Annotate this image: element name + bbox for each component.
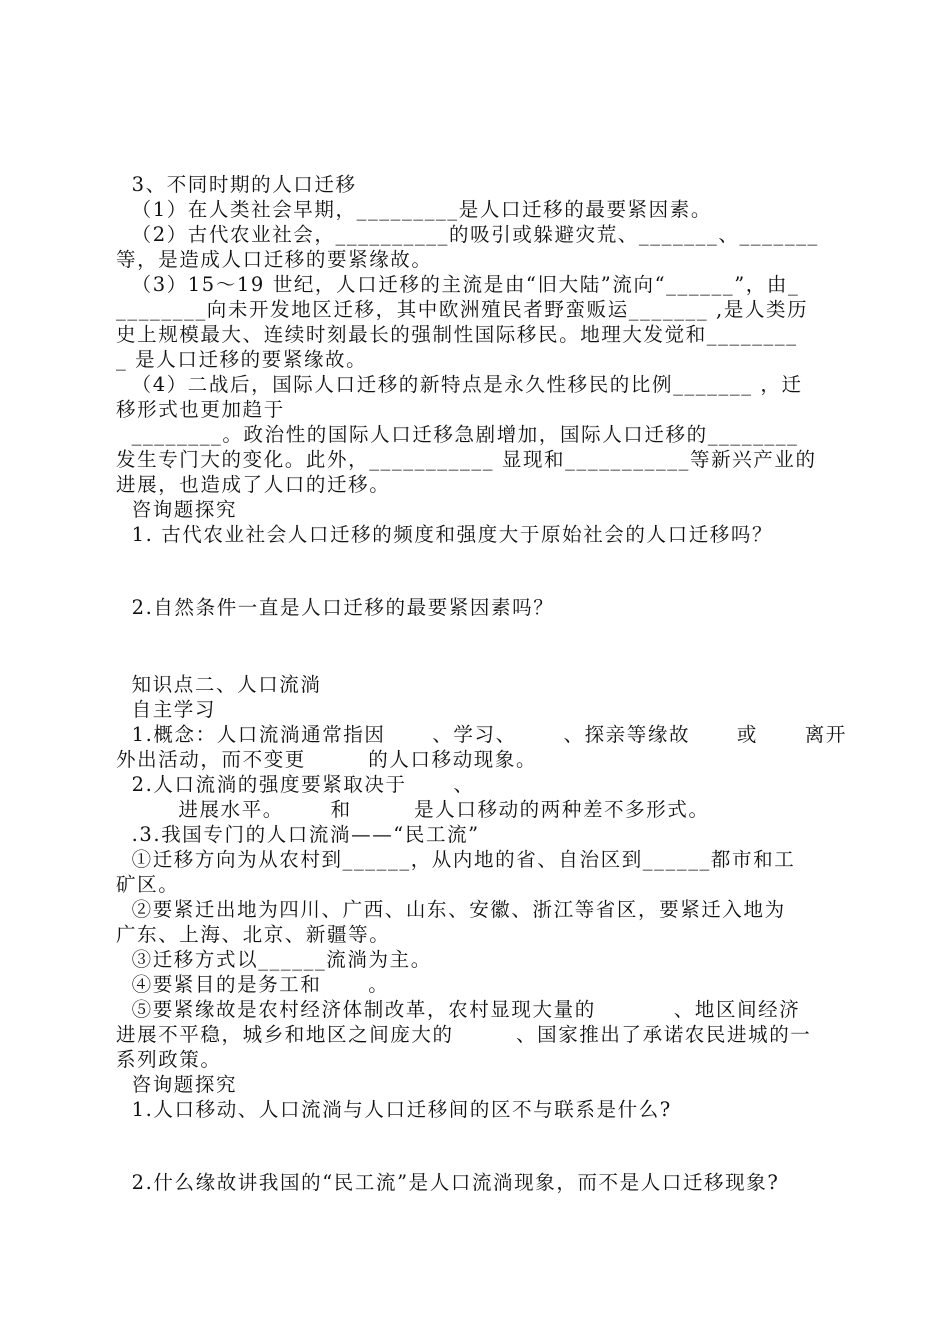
text-line: 2.人口流淌的强度要紧取决于 、 [116,773,475,796]
text-line: 进展水平。 和 是人口移动的两种差不多形式。 [116,798,710,821]
text-line: ①迁移方向为从农村到______，从内地的省、自治区到______都市和工 [116,848,796,871]
question-text: 1. 古代农业社会人口迁移的频度和强度大于原始社会的人口迁移吗？ [116,523,774,546]
text-line: 进展，也造成了人口的迁移。 [116,473,391,496]
text-line: （3）15～19 世纪，人口迁移的主流是由“旧大陆”流向“______”，由_ [116,273,800,296]
text-line: （2）古代农业社会，__________的吸引或躲避灾荒、_______、_______ [116,223,819,246]
section-heading-population-flow: 知识点二、人口流淌 [116,673,322,696]
text-line: ④要紧目的是务工和 。 [116,973,390,996]
text-line: 进展不平稳，城乡和地区之间庞大的 、国家推出了承诺农民进城的一 [116,1023,812,1046]
text-line: 发生专门大的变化。此外，___________ 显现和___________等新兴产业的 [116,448,817,471]
text-line: ③迁移方式以______流淌为主。 [116,948,432,971]
text-line: 等，是造成人口迁移的要紧缘故。 [116,248,433,271]
text-line: 移形式也更加趋于 [116,398,285,421]
text-line: 矿区。 [116,873,180,896]
text-line: 广东、上海、北京、新疆等。 [116,923,391,946]
question-text: 2.自然条件一直是人口迁移的最要紧因素吗？ [116,596,555,619]
question-text: 2.什么缘故讲我国的“民工流”是人口流淌现象，而不是人口迁移现象? [116,1171,780,1194]
heading-migration-periods: 3、不同时期的人口迁移 [116,173,357,196]
text-line: 系列政策。 [116,1048,222,1071]
text-line: ________。政治性的国际人口迁移急剧增加，国际人口迁移的________ [116,423,799,446]
section-heading-questions: 咨询题探究 [116,498,238,521]
text-line: ⑤要紧缘故是农村经济体制改革，农村显现大量的 、地区间经济 [116,998,801,1021]
text-line: .3.我国专门的人口流淌——“民工流” [116,823,480,846]
text-line: 1.概念：人口流淌通常指因 、学习、 、探亲等缘故 或 离开 [116,723,847,746]
text-line: ②要紧迁出地为四川、广西、山东、安徽、浙江等省区，要紧迁入地为 [116,898,786,921]
text-line: （1）在人类社会早期，_________是人口迁移的最要紧因素。 [116,198,712,221]
section-heading-questions: 咨询题探究 [116,1073,238,1096]
text-line: 史上规模最大、连续时刻最长的强制性国际移民。地理大发觉和________ [116,323,798,346]
text-line: 外出活动，而不变更 的人口移动现象。 [116,748,538,771]
text-line: _ 是人口迁移的要紧缘故。 [116,348,368,371]
text-line: （4）二战后，国际人口迁移的新特点是永久性移民的比例_______ ，迁 [116,373,803,396]
text-line: ________向未开发地区迁移，其中欧洲殖民者野蛮贩运_______ ,是人类历 [116,298,809,321]
section-heading-self-study: 自主学习 [116,698,216,721]
question-text: 1.人口移动、人口流淌与人口迁移间的区不与联系是什么? [116,1098,672,1121]
